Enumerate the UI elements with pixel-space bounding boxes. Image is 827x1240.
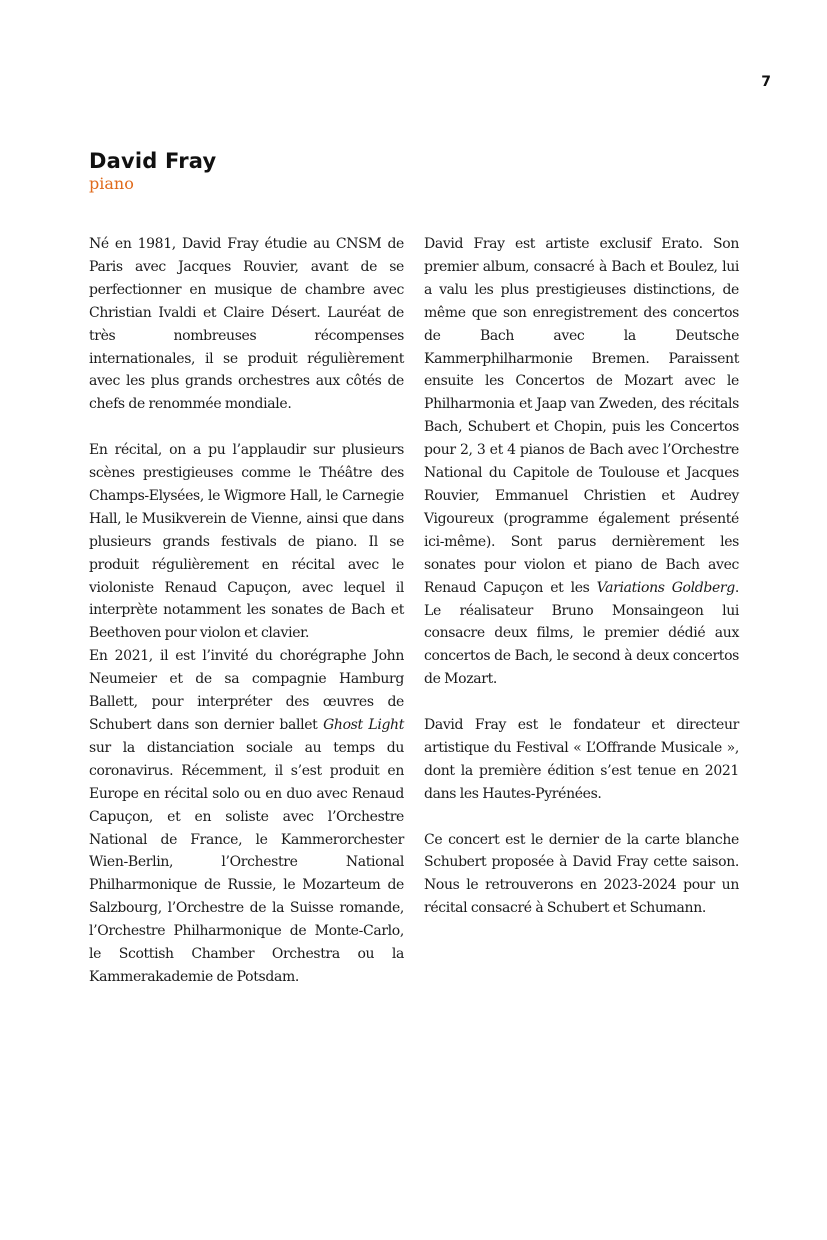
bio-paragraph-concert: Ce concert est le dernier de la carte blanche Schubert proposée à David Fray cette saison. Nous le retrouverons en 2023-2024 pour un récital consacré à Schubert et Schumann. [424,831,739,917]
bio-paragraph-festival: David Fray est le fondateur et directeur artistique du Festival « L’Offrande Musicale », dont la première édition s’est tenue en 2021 dans les Hautes-Pyrénées. [424,717,739,802]
artist-instrument: piano [89,174,134,193]
text-run: . Le réalisateur Bruno Monsaingeon lui consacre deux films, le premier dédié aux concertos de Bach, le second à deux concertos de Mozart. [424,579,739,688]
bio-header [89,148,216,194]
bio-paragraph-discography [424,233,739,691]
bio-paragraph-recitals: En récital, on a pu l’applaudir sur plusieurs scènes prestigieuses comme le Théâtre des Champs-Elysées, le Wigmore Hall, le Carnegie Hall, le Musikverein de Vienne, ainsi que dans plusieurs grands festivals de piano. Il se produit régulièrement en récital avec le violoniste Renaud Capuçon, avec lequel il interprète notamment les sonates de Bach et Beethoven pour violon et clavier. [89,442,404,642]
ballet-title: Ghost Light [323,717,404,734]
page-number: 7 [761,74,771,90]
text-run: David Fray est artiste exclusif Erato. Son premier album, consacré à Bach et Boulez, lui a valu les plus prestigieuses distinctions, de même que son enregistrement des concertos de Bach avec la Deutsche Kammerphilharmonie Bremen. Paraissent ensuite les Concertos de Mozart avec le Philharmonia et Jaap van Zweden, des récitals Bach, Schubert et Chopin, puis les Concertos pour 2, 3 et 4 pianos de Bach avec l’Orchestre National du Capitole de Toulouse et Jacques Rouvier, Emmanuel Christien et Audrey Vigoureux (programme également présenté ici-même). Sont parus dernièrement les sonates pour violon et piano de Bach avec Renaud Capuçon et les [424,236,739,596]
text-run: sur la distanciation sociale au temps du coronavirus. Récemment, il s’est produit en Europe en récital solo ou en duo avec Renaud Capuçon, et en soliste avec l’Orchestre National de France, le Kammerorchester Wien-Berlin, l’Orchestre National Philharmonique de Russie, le Mozarteum de Salzbourg, l’Orchestre de la Suisse romande, l’Orchestre Philharmonique de Monte-Carlo, le Scottish Chamber Orchestra ou la Kammerakademie de Potsdam. [89,739,404,985]
artist-name: David Fray [89,149,217,173]
bio-paragraph-education: Né en 1981, David Fray étudie au CNSM de Paris avec Jacques Rouvier, avant de se perfectionner en musique de chambre avec Christian Ivaldi et Claire Désert. Lauréat de très nombreuses récompenses internationales, il se produit régulièrement avec les plus grands orchestres aux côtés de chefs de renommée mondiale. [89,236,404,413]
bio-paragraph-recent [89,645,404,989]
left-column [89,233,404,1012]
text-run: En 2021, il est l’invité du chorégraphe John Neumeier et de sa compagnie Hamburg Ballett, pour interpréter des œuvres de Schubert dans son dernier ballet [89,648,404,734]
album-title: Variations Goldberg [596,579,735,596]
right-column [424,233,739,943]
